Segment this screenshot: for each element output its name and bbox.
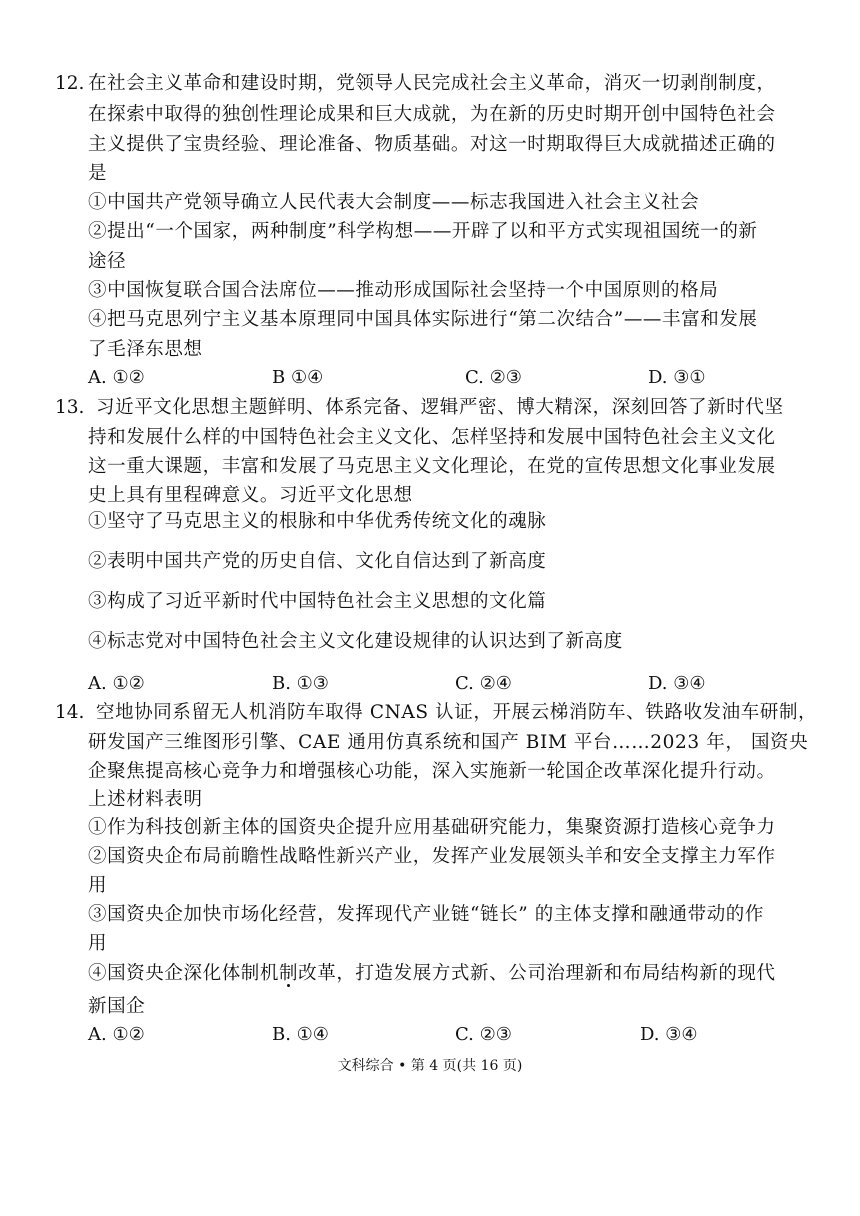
page-footer: 文科综合 • 第 4 页(共 16 页) — [337, 1058, 523, 1074]
statement-3: ③中国恢复联合国合法席位——推动形成国际社会坚持一个中国原则的格局 — [88, 280, 719, 301]
option-c[interactable]: C. ②④ — [455, 673, 512, 694]
question-number: 12. — [55, 73, 85, 94]
option-c[interactable]: C. ②③ — [455, 1024, 512, 1045]
statement-4-text-b: 改革，打造发展方式新、公司治理新和布局结构新的现代 — [298, 963, 776, 984]
question-text-line: 是 — [88, 163, 108, 184]
statement-2: ②提出“一个国家，两种制度”科学构想——开辟了以和平方式实现祖国统一的新 — [88, 221, 758, 242]
statement-4 — [88, 961, 776, 987]
option-a[interactable]: A. ①② — [88, 1024, 145, 1045]
question-number: 13. — [55, 397, 85, 418]
option-b[interactable]: B. ①③ — [272, 673, 329, 694]
statement-4: ④把马克思列宁主义基本原理同中国具体实际进行“第二次结合”——丰富和发展 — [88, 309, 758, 330]
question-text-line: 习近平文化思想主题鲜明、体系完备、逻辑严密、博大精深，深刻回答了新时代坚 — [96, 397, 784, 418]
question-text-line: 在探索中取得的独创性理论成果和巨大成就，为在新的历史时期开创中国特色社会 — [88, 104, 776, 125]
question-text-line: 企聚焦提高核心竞争力和增强核心功能，深入实施新一轮国企改革深化提升行动。 — [88, 761, 776, 782]
option-d[interactable]: D. ③① — [648, 367, 706, 388]
question-number: 14. — [55, 702, 85, 723]
emphasis-dot-char: 制 — [279, 963, 299, 984]
question-text-line: 主义提供了宝贵经验、理论准备、物质基础。对这一时期取得巨大成就描述正确的 — [88, 134, 776, 155]
statement-4: ④标志党对中国特色社会主义文化建设规律的认识达到了新高度 — [88, 631, 623, 652]
statement-2: ②国资央企布局前瞻性战略性新兴产业，发挥产业发展领头羊和安全支撑主力军作 — [88, 846, 776, 867]
statement-1: ①坚守了马克思主义的根脉和中华优秀传统文化的魂脉 — [88, 511, 547, 532]
question-text-line: 上述材料表明 — [88, 789, 203, 810]
option-a[interactable]: A. ①② — [88, 367, 145, 388]
question-text-line: 史上具有里程碑意义。习近平文化思想 — [88, 485, 413, 506]
option-a[interactable]: A. ①② — [88, 673, 145, 694]
statement-4-cont: 新国企 — [88, 996, 146, 1017]
question-text-line: 空地协同系留无人机消防车取得 CNAS 认证，开展云梯消防车、铁路收发油车研制， — [96, 702, 818, 723]
option-c[interactable]: C. ②③ — [465, 367, 522, 388]
option-b[interactable]: B. ①④ — [272, 1024, 329, 1045]
statement-3-cont: 用 — [88, 933, 108, 954]
statement-2-cont: 途径 — [88, 251, 127, 272]
statement-3: ③构成了习近平新时代中国特色社会主义思想的文化篇 — [88, 591, 547, 612]
statement-3: ③国资央企加快市场化经营，发挥现代产业链“链长” 的主体支撑和融通带动的作 — [88, 904, 764, 925]
statement-1: ①中国共产党领导确立人民代表大会制度——标志我国进入社会主义社会 — [88, 192, 700, 213]
statement-4-text-a: ④国资央企深化体制机 — [88, 963, 280, 984]
statement-4-cont: 了毛泽东思想 — [88, 339, 203, 360]
question-text-line: 研发国产三维图形引擎、CAE 通用仿真系统和国产 BIM 平台……2023 年， 国资央 — [88, 732, 809, 753]
option-d[interactable]: D. ③④ — [648, 673, 706, 694]
option-d[interactable]: D. ③④ — [640, 1024, 698, 1045]
statement-1: ①作为科技创新主体的国资央企提升应用基础研究能力，集聚资源打造核心竞争力 — [88, 817, 776, 838]
question-text-line: 持和发展什么样的中国特色社会主义文化、怎样坚持和发展中国特色社会主义文化 — [88, 427, 776, 448]
option-b[interactable]: B ①④ — [272, 367, 324, 388]
statement-2: ②表明中国共产党的历史自信、文化自信达到了新高度 — [88, 551, 547, 572]
question-text-line: 在社会主义革命和建设时期，党领导人民完成社会主义革命，消灭一切剥削制度， — [88, 73, 776, 94]
statement-2-cont: 用 — [88, 875, 108, 896]
question-text-line: 这一重大课题，丰富和发展了马克思主义文化理论，在党的宣传思想文化事业发展 — [88, 456, 776, 477]
